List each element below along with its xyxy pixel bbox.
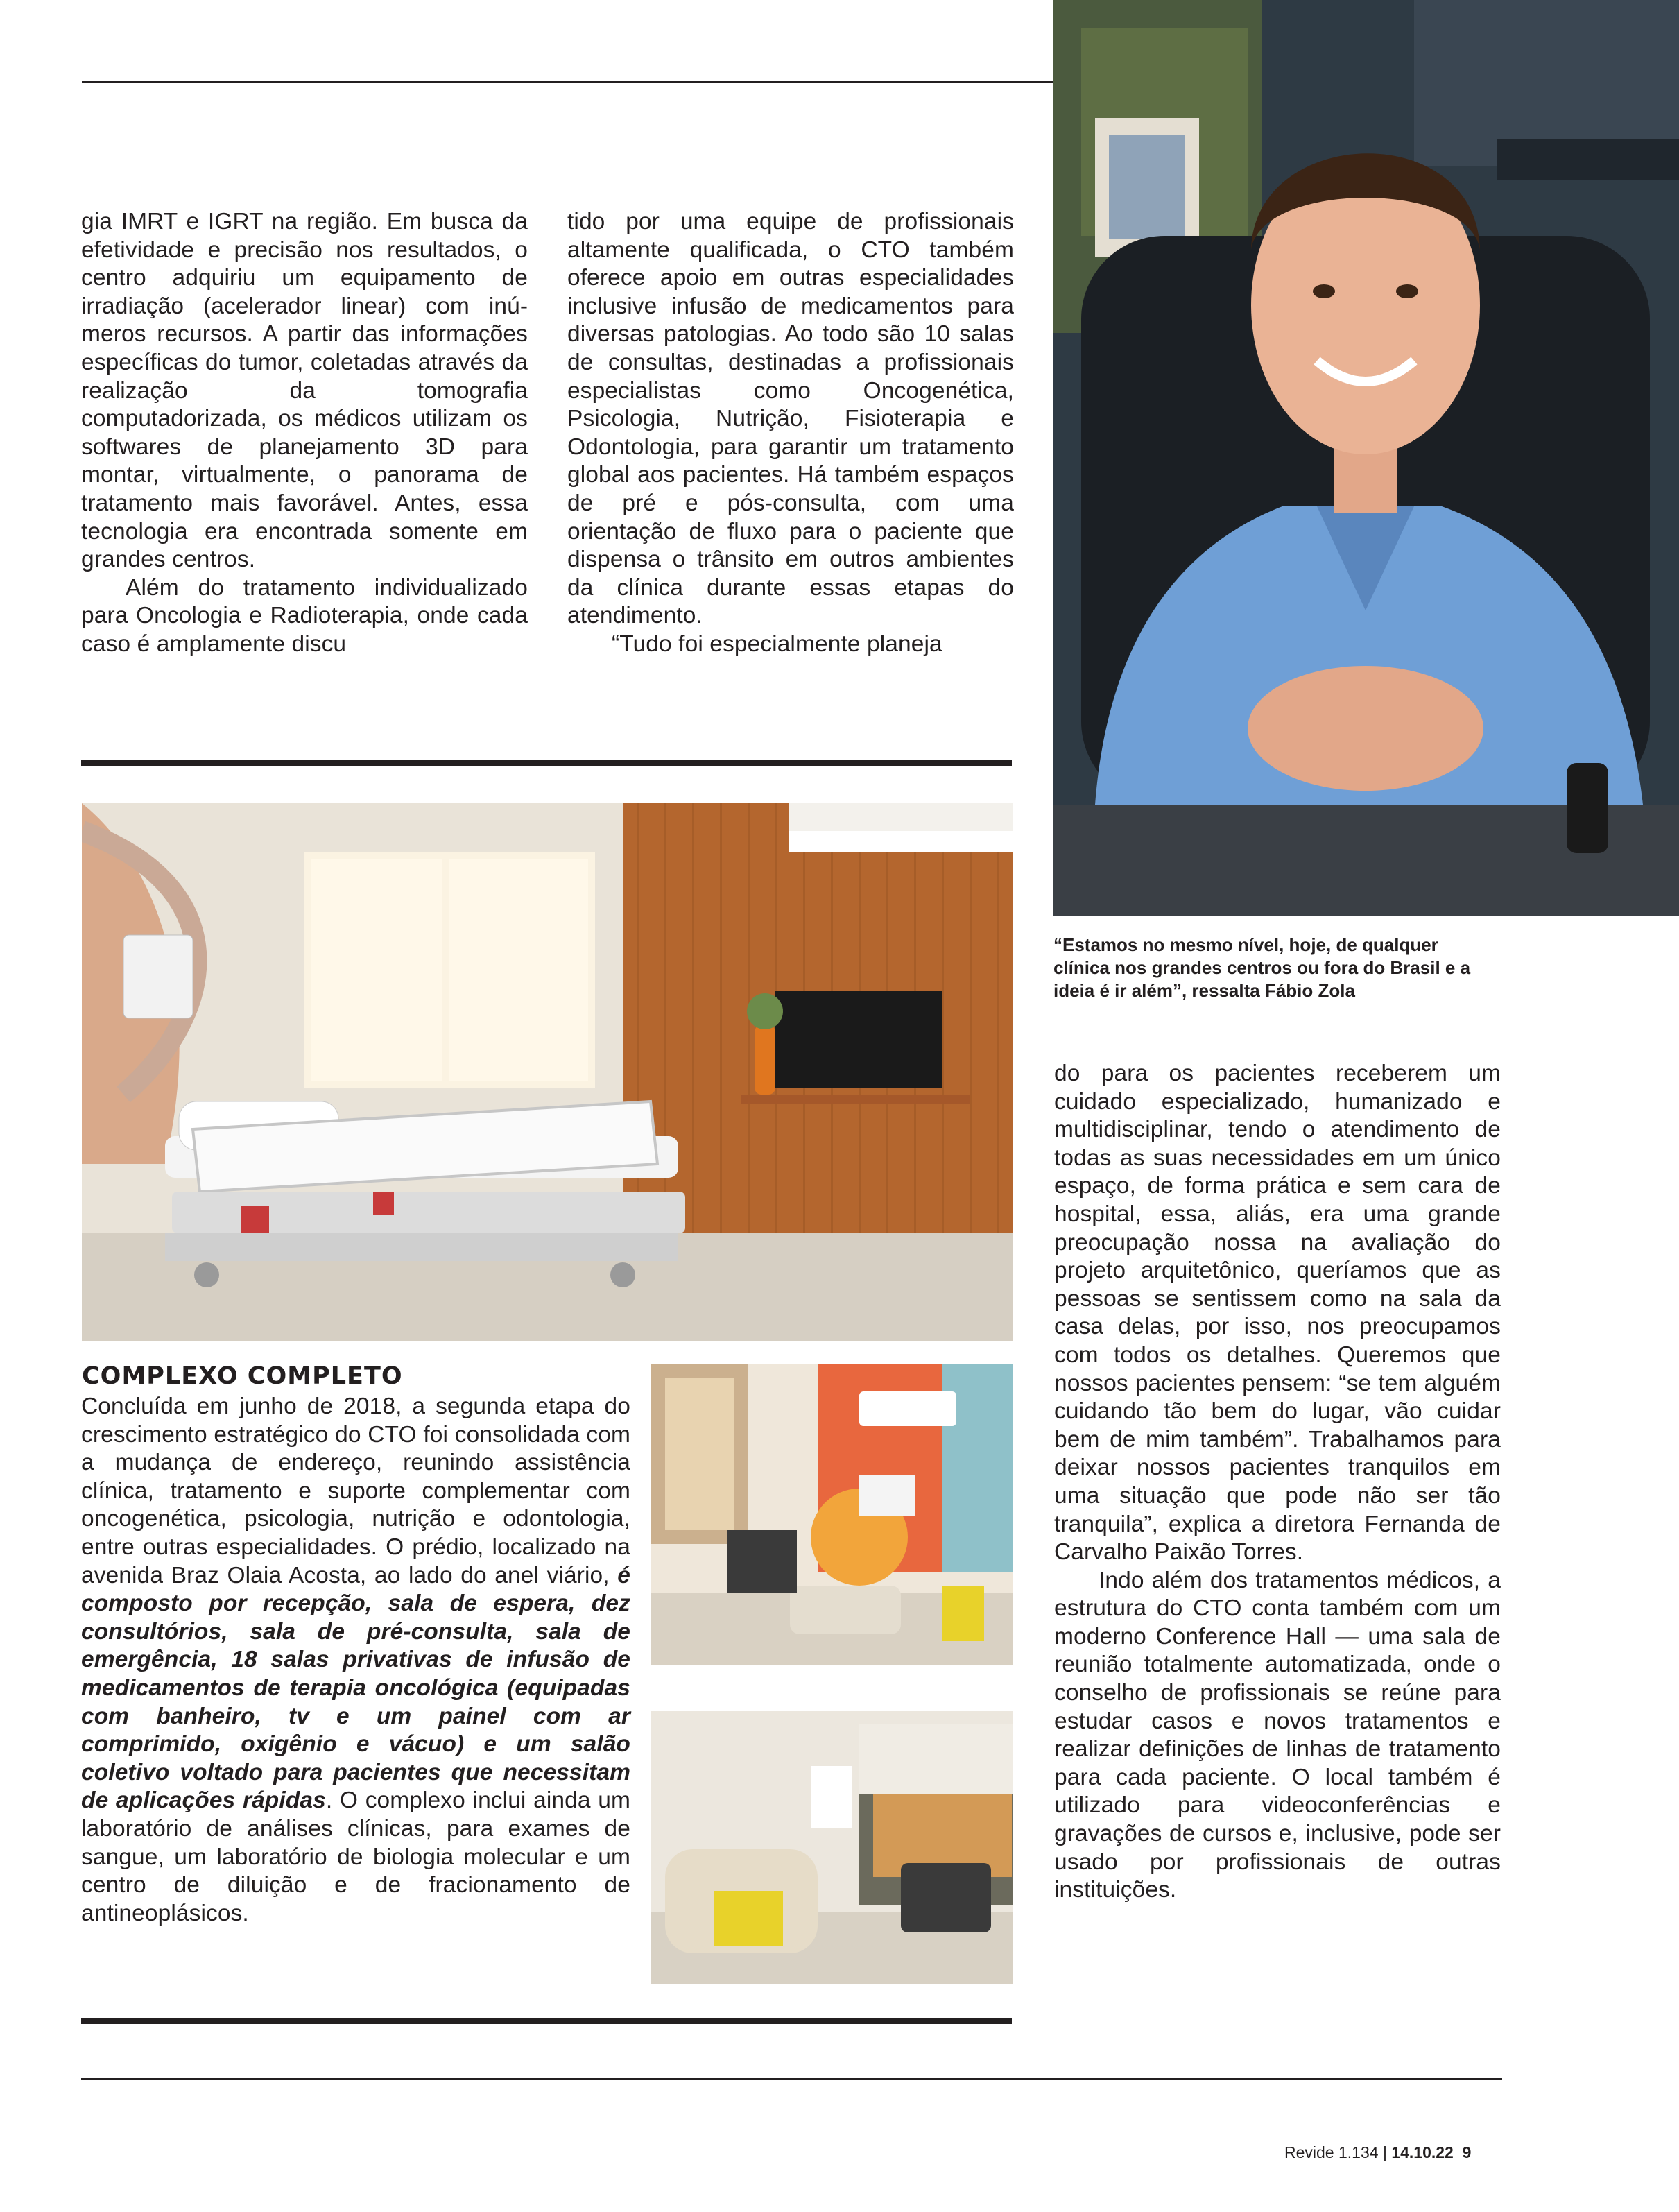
column-1-paragraph-1: gia IMRT e IGRT na região. Em busca da efetividade e precisão nos resultados, o centro adquiriu um equipamento de irradiação (acelerador linear) com inúmeros recursos. A partir das informações específicas do tumor, coletadas através da realização da tomografia computadorizada, os médicos utilizam os softwares de planejamento 3D para montar, virtualmente, o panorama de tratamento mais favorável. Antes, essa tecnologia era encontrada somente em grandes centros. bbox=[81, 209, 528, 573]
magazine-issue: Revide 1.134 bbox=[1284, 2143, 1379, 2161]
portrait-photo bbox=[1053, 0, 1679, 916]
page-number: 9 bbox=[1462, 2143, 1472, 2161]
complexo-outro: . O complexo inclui ainda um laboratório de análises clínicas, para exames de sangue, um laboratório de biologia molecular e um centro de diluição e de fracionamento de antineoplásicos. bbox=[81, 1787, 630, 1926]
column-2-paragraph-2: “Tudo foi especialmente planeja bbox=[612, 631, 942, 657]
complexo-intro: Concluída em junho de 2018, a segunda etapa do crescimento estratégico do CTO foi consolidada com a mudança de endereço, reunindo assistência clínica, tratamento e suporte complementar com oncogenética, psicologia, nutrição e odontologia, entre outras especialidades. O prédio, localizado na avenida Braz Olaia Acosta, ao lado do anel viário, bbox=[81, 1394, 630, 1588]
section-divider bbox=[81, 760, 1012, 766]
footer-rule bbox=[81, 2078, 1502, 2080]
complexo-bold-list: é composto por recepção, sala de espera, dez consultórios, sala de pré-consulta, sala de emergência, 18 salas privativas de infusão de medicamentos de terapia oncológica (equipadas com banheiro, tv e um painel com ar comprimido, oxigênio e vácuo) e um salão coletivo voltado para pacientes que necessitam de aplicações rápidas bbox=[81, 1562, 630, 1814]
complexo-paragraph bbox=[81, 1393, 630, 1928]
article-column-2 bbox=[567, 208, 1014, 659]
issue-date: 14.10.22 bbox=[1391, 2143, 1454, 2161]
footer bbox=[1284, 2143, 1471, 2162]
footer-separator: | bbox=[1382, 2143, 1387, 2161]
column-3-paragraph-1: do para os pacientes receberem um cuidado especializado, humanizado e multidisciplinar, tendo o atendimento de todas as suas necessidades em um único espaço, de forma prática e sem cara de hospital, essa, aliás, era uma grande preocupação nossa na avaliação do projeto arquitetônico, queríamos que as pessoas se sentissem como na sala da casa delas, por isso, nos preocupamos com todos os detalhes. Queremos que nossos pacientes pensem: “se tem alguém cuidando tão bem do lugar, vão cuidar bem de mim também”. Trabalhamos para deixar nossos pacientes tranquilos em uma situação que pode não ser tão tranquila”, explica a diretora Fernanda de Carvalho Paixão Torres. bbox=[1054, 1061, 1501, 1566]
top-rule bbox=[82, 81, 1054, 83]
section-end-divider bbox=[81, 2018, 1012, 2024]
column-3-paragraph-2: Indo além dos tratamentos médicos, a estrutura do CTO conta também com um moderno Conference Hall — uma sala de reunião totalmente automatizada, onde o conselho de profissionais se reúne para estudar casos e novos tratamentos e realizar definições de linhas de tratamento para cada paciente. O local também é utilizado para videoconferências e gravações de cursos e, inclusive, pode ser usado por profissionais de outras instituições. bbox=[1054, 1567, 1501, 1903]
article-column-3 bbox=[1054, 1060, 1501, 1905]
article-column-1 bbox=[81, 208, 528, 659]
section-subheading: COMPLEXO COMPLETO bbox=[82, 1362, 403, 1390]
portrait-caption: “Estamos no mesmo nível, hoje, de qualquer clínica nos grandes centros ou fora do Brasil e a ideia é ir além”, ressalta Fábio Zola bbox=[1053, 934, 1471, 1001]
infusion-room-photo bbox=[651, 1364, 1013, 1665]
column-1-paragraph-2: Além do tratamento individualizado para Oncologia e Radioterapia, onde cada caso é amplamente discu bbox=[81, 574, 528, 657]
complexo-text bbox=[81, 1393, 630, 1928]
recliner-room-photo bbox=[651, 1683, 1013, 1984]
hospital-room-photo bbox=[82, 803, 1013, 1341]
column-2-paragraph-1: tido por uma equipe de profissionais altamente qualificada, o CTO também oferece apoio em outras especialidades inclusive infusão de medicamentos para diversas patologias. Ao todo são 10 salas de consultas, destinadas a profissionais especialistas como Oncogenética, Psicologia, Nutrição, Fisioterapia e Odontologia, para garantir um tratamento global aos pacientes. Há também espaços de pré e pós-consulta, com uma orientação de fluxo para o paciente que dispensa o trânsito em outros ambientes da clínica durante essas etapas do atendimento. bbox=[567, 209, 1014, 629]
